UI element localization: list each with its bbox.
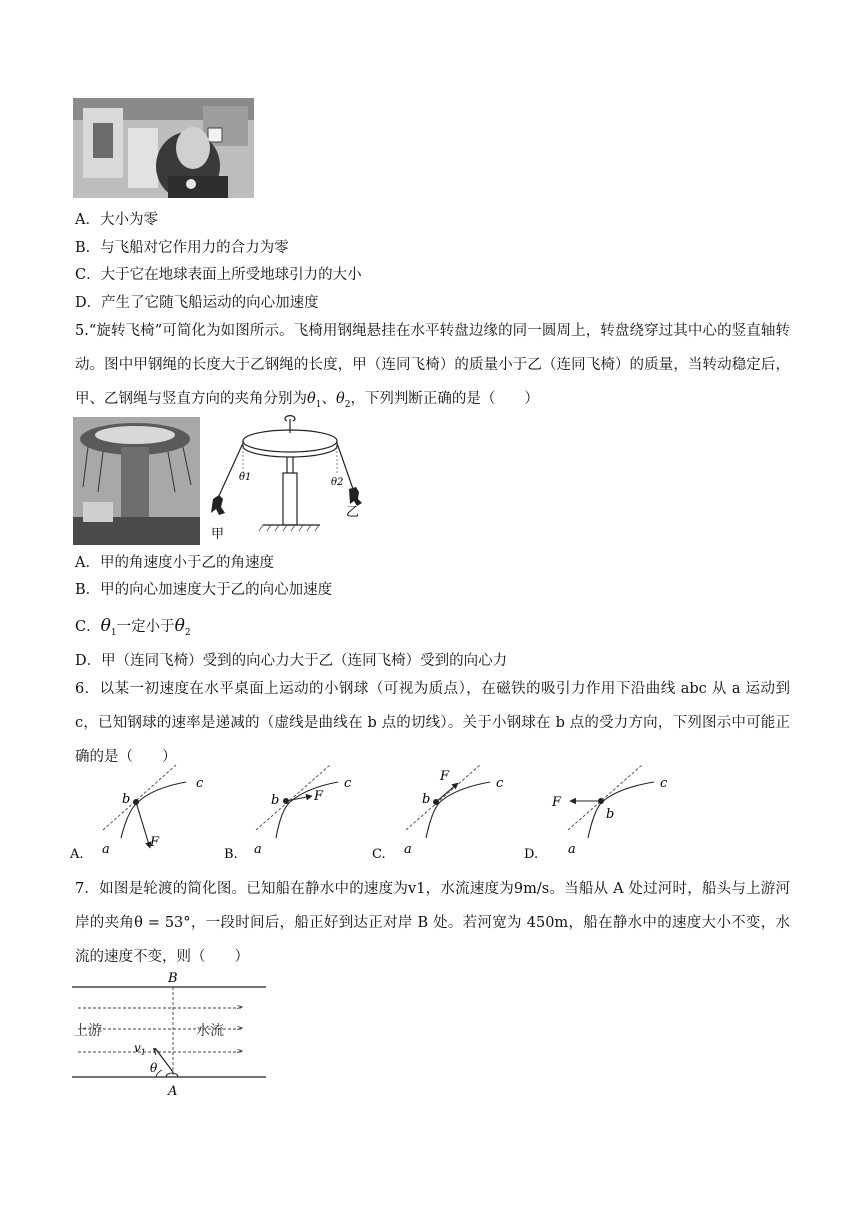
svg-text:c: c: [344, 776, 352, 791]
svg-text:c: c: [496, 776, 504, 791]
fig-theta1-label: θ1: [239, 472, 252, 483]
svg-text:A: A: [168, 1084, 178, 1099]
q4-option-a: A．大小为零: [75, 212, 158, 228]
q5-stem: 5.“旋转飞椅”可简化为如图所示。飞椅用钢绳悬挂在水平转盘边缘的同一圆周上，转盘绕穿过其中心的竖直轴转动。图中甲钢绳的长度大于乙钢绳的长度，甲（连同飞椅）的质量小于乙（连同飞椅）的质量，当转动稳定后，甲、乙钢绳与竖直方向的夹角分别为$\theta_1$、$\theta_2$，下列判断正确的是（ ）: [75, 323, 790, 410]
svg-text:a: a: [568, 842, 576, 857]
svg-text:b: b: [606, 807, 615, 822]
q6-diagrams: [68, 760, 708, 862]
q4-option-b: B．与飞船对它作用力的合力为零: [75, 240, 289, 256]
svg-text:水流: 水流: [196, 1023, 224, 1039]
swing-ride-photo: [73, 417, 200, 545]
svg-text:θ: θ: [150, 1061, 158, 1075]
diagram-c: [372, 765, 504, 862]
fig-jia-label: 甲: [211, 527, 225, 542]
q5-option-b: B．甲的向心加速度大于乙的向心加速度: [75, 582, 333, 598]
svg-text:F: F: [150, 835, 160, 850]
svg-text:c: c: [660, 776, 668, 791]
svg-text:A.: A.: [70, 847, 84, 862]
svg-text:B: B: [168, 971, 178, 986]
fig-theta2-label: θ2: [331, 477, 344, 488]
q7-stem: 7．如图是轮渡的简化图。已知船在静水中的速度为v1，水流速度为9m/s。当船从 A 处过河时，船头与上游河岸的夹角θ = 53°，一段时间后，船正好到达正对岸 B 处。若河宽为 450m，船在静水中的速度大小不变，水流的速度不变，则（ ）: [75, 881, 790, 965]
svg-text:F: F: [552, 795, 562, 810]
diagram-d: [524, 765, 668, 862]
q6-stem: 6．以某一初速度在水平桌面上运动的小钢球（可视为质点），在磁铁的吸引力作用下沿曲线 abc 从 a 运动到 c，已知钢球的速率是递减的（虚线是曲线在 b 点的切线）。关于小钢球在 b 点的受力方向，下列图示中可能正确的是（ ）: [75, 681, 790, 765]
svg-text:a: a: [254, 842, 262, 857]
svg-text:a: a: [102, 842, 110, 857]
svg-text:b: b: [271, 793, 280, 808]
astronaut-photo: [73, 98, 254, 198]
svg-text:F: F: [314, 789, 324, 804]
q4-option-d: D．产生了它随飞船运动的向心加速度: [75, 295, 319, 311]
svg-text:B.: B.: [224, 847, 238, 862]
svg-text:C.: C.: [372, 847, 386, 862]
svg-text:上游: 上游: [74, 1023, 102, 1039]
q5-option-c: C．$\theta_1$一定小于$\theta_2$: [75, 616, 191, 638]
svg-text:a: a: [404, 842, 412, 857]
svg-text:b: b: [122, 792, 131, 807]
svg-text:v1: $v_1$: [134, 1041, 146, 1057]
q4-option-c: C．大于它在地球表面上所受地球引力的大小: [75, 267, 362, 283]
svg-text:D.: D.: [524, 847, 539, 862]
q5-option-d: D．甲（连同飞椅）受到的向心力大于乙（连同飞椅）受到的向心力: [75, 653, 508, 669]
diagram-b: [224, 765, 352, 862]
diagram-a: [69, 765, 204, 862]
swing-ride-diagram: [205, 415, 365, 548]
ferry-diagram: [70, 970, 270, 1100]
svg-text:c: c: [196, 776, 204, 791]
q5-option-a: A．甲的角速度小于乙的角速度: [75, 555, 274, 571]
svg-text:b: b: [422, 792, 431, 807]
fig-yi-label: 乙: [346, 505, 360, 520]
svg-text:F: F: [440, 769, 450, 784]
